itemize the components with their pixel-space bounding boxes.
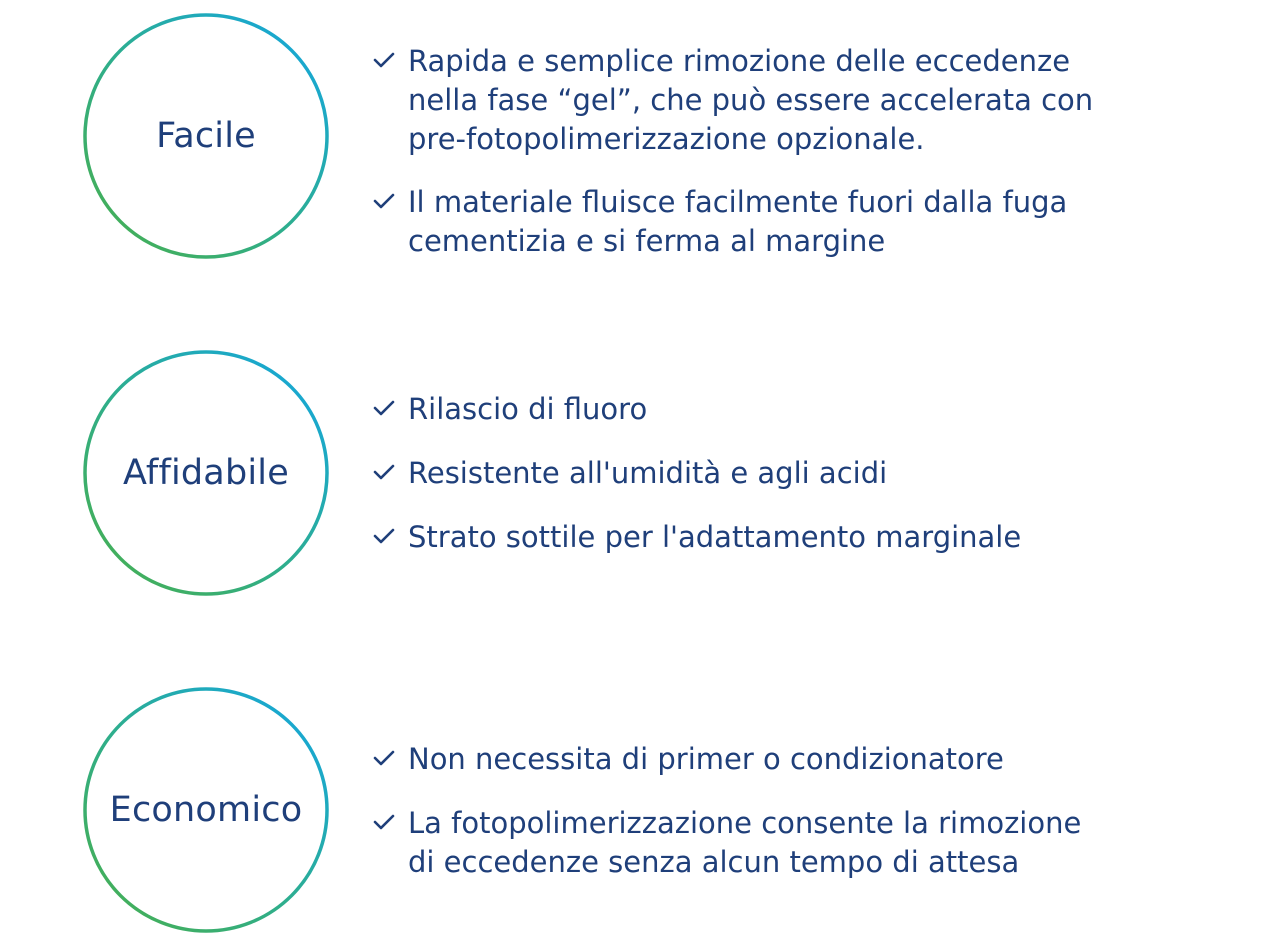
check-icon xyxy=(372,50,396,70)
section-title: Affidabile xyxy=(123,453,289,493)
list-item-text: La fotopolimerizzazione consente la rimozione di eccedenze senza alcun tempo di attesa xyxy=(408,806,1082,879)
list-item-text: Il materiale fluisce facilmente fuori dalla fuga cementizia e si ferma al margine xyxy=(408,185,1068,258)
check-icon xyxy=(372,191,396,211)
check-icon xyxy=(372,526,396,546)
list-item-text: Resistente all'umidità e agli acidi xyxy=(408,456,888,490)
check-icon xyxy=(372,748,396,768)
check-icon xyxy=(372,398,396,418)
list-item-text: Rilascio di fluoro xyxy=(408,392,648,426)
check-icon xyxy=(372,462,396,482)
check-icon xyxy=(372,812,396,832)
economico-circle xyxy=(83,687,329,933)
section-title: Economico xyxy=(109,790,303,830)
list-item-text: Strato sottile per l'adattamento marginale xyxy=(408,520,1022,554)
affidabile-circle xyxy=(83,350,329,596)
section-title: Facile xyxy=(156,116,256,156)
list-item-text: Non necessita di primer o condizionatore xyxy=(408,742,1004,776)
list-item-text: Rapida e semplice rimozione delle eccedenze nella fase “gel”, che può essere accelerata con pre-fotopolimerizzazione opzionale. xyxy=(408,44,1094,156)
facile-circle xyxy=(83,13,329,259)
